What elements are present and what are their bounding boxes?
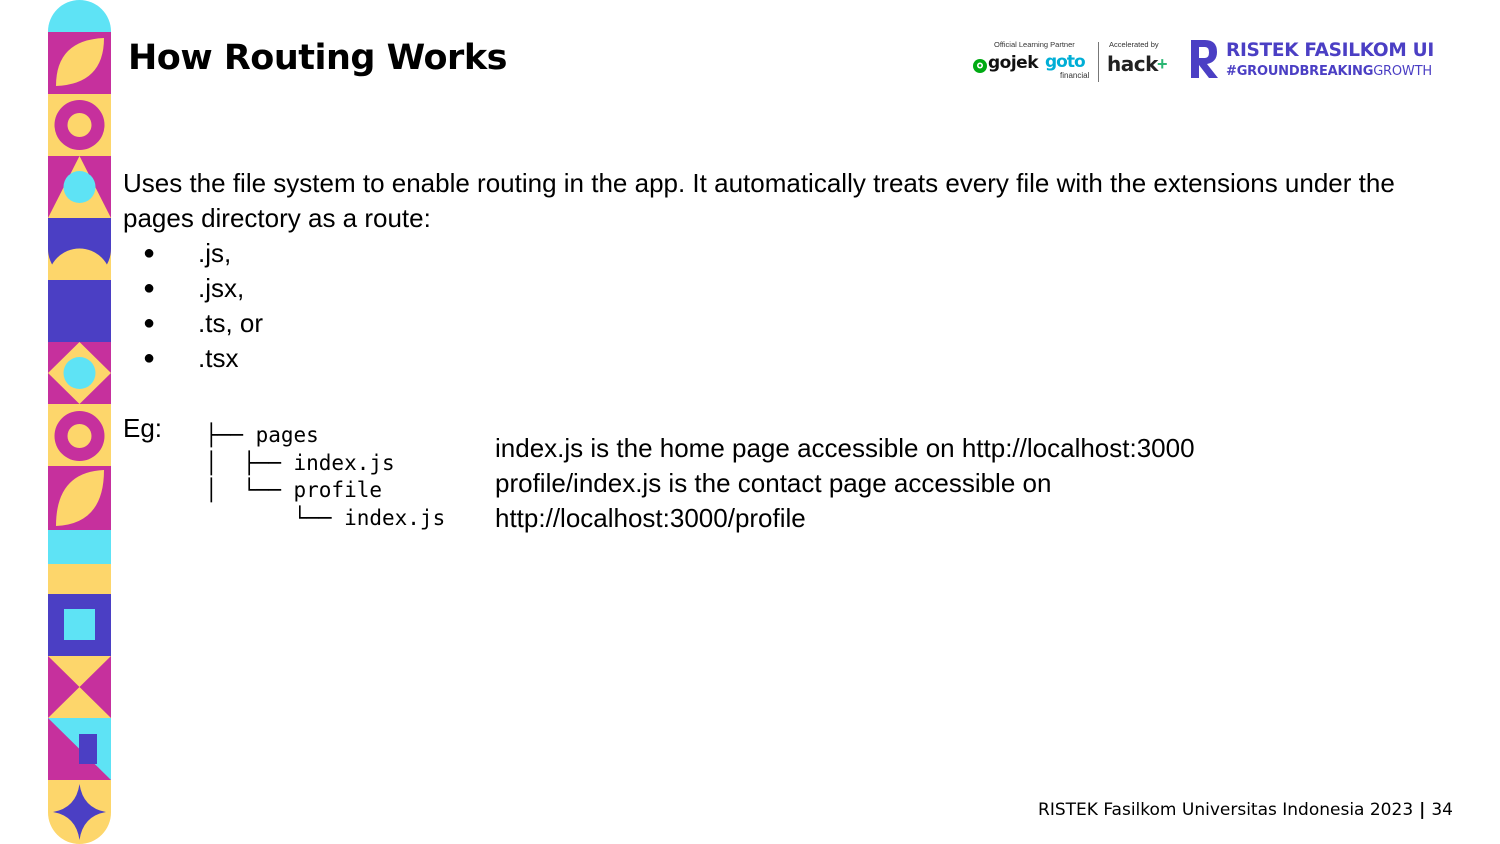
decorative-pattern-strip [48, 0, 111, 844]
partner-logos [968, 38, 1168, 84]
ristek-tag-bold: #GROUNDBREAKING [1226, 64, 1374, 79]
intro-paragraph: Uses the file system to enable routing in the app. It automatically treats every file with the extensions under the pages directory as a route: [123, 168, 1395, 233]
explanation-line: profile/index.js is the contact page accessible on [495, 468, 1052, 498]
extension-label: .jsx, [198, 273, 245, 303]
hack-plus-mark: + [1157, 54, 1168, 74]
footer-separator: | [1419, 800, 1426, 820]
extension-label: .ts, or [198, 308, 264, 338]
slide-title: How Routing Works [128, 38, 507, 78]
list-item [123, 341, 263, 376]
list-item [123, 236, 263, 271]
extension-list [123, 236, 263, 376]
slide-footer [1038, 800, 1453, 820]
extension-label: .js, [198, 238, 232, 268]
goto-wordmark: goto [1045, 52, 1085, 72]
gojek-wordmark: gojek [988, 53, 1039, 73]
route-explanation [495, 431, 1195, 536]
goto-financial-label: financial [1060, 71, 1090, 80]
partner-label: Official Learning Partner [994, 40, 1075, 49]
bullet-icon: ● [143, 277, 156, 299]
explanation-line: index.js is the home page accessible on http://localhost:3000 [495, 433, 1195, 463]
bullet-icon: ● [143, 242, 156, 264]
ristek-r-icon [1188, 37, 1220, 81]
gojek-logo-icon [972, 58, 988, 74]
directory-tree [205, 422, 445, 532]
ristek-name: RISTEK FASILKOM UI [1226, 40, 1434, 61]
footer-org: RISTEK Fasilkom Universitas Indonesia 2023 [1038, 800, 1414, 820]
ristek-tag-light: GROWTH [1373, 64, 1432, 79]
list-item [123, 271, 263, 306]
explanation-line: http://localhost:3000/profile [495, 503, 806, 533]
tree-line: ├── pages [205, 423, 319, 447]
ristek-tagline [1226, 64, 1432, 79]
list-item [123, 306, 263, 341]
hack-wordmark: hack [1107, 52, 1158, 76]
ristek-logo [1188, 37, 1468, 83]
example-label: Eg: [123, 413, 163, 443]
logo-divider [1098, 42, 1099, 82]
accelerated-label: Accelerated by [1109, 40, 1159, 49]
extension-label: .tsx [198, 343, 239, 373]
bullet-icon: ● [143, 312, 156, 334]
page-number: 34 [1431, 800, 1453, 820]
tree-line: │ ├── index.js [205, 450, 395, 475]
tree-line: └── index.js [205, 505, 446, 530]
tree-line: │ └── profile [205, 478, 383, 502]
bullet-icon: ● [143, 347, 156, 369]
